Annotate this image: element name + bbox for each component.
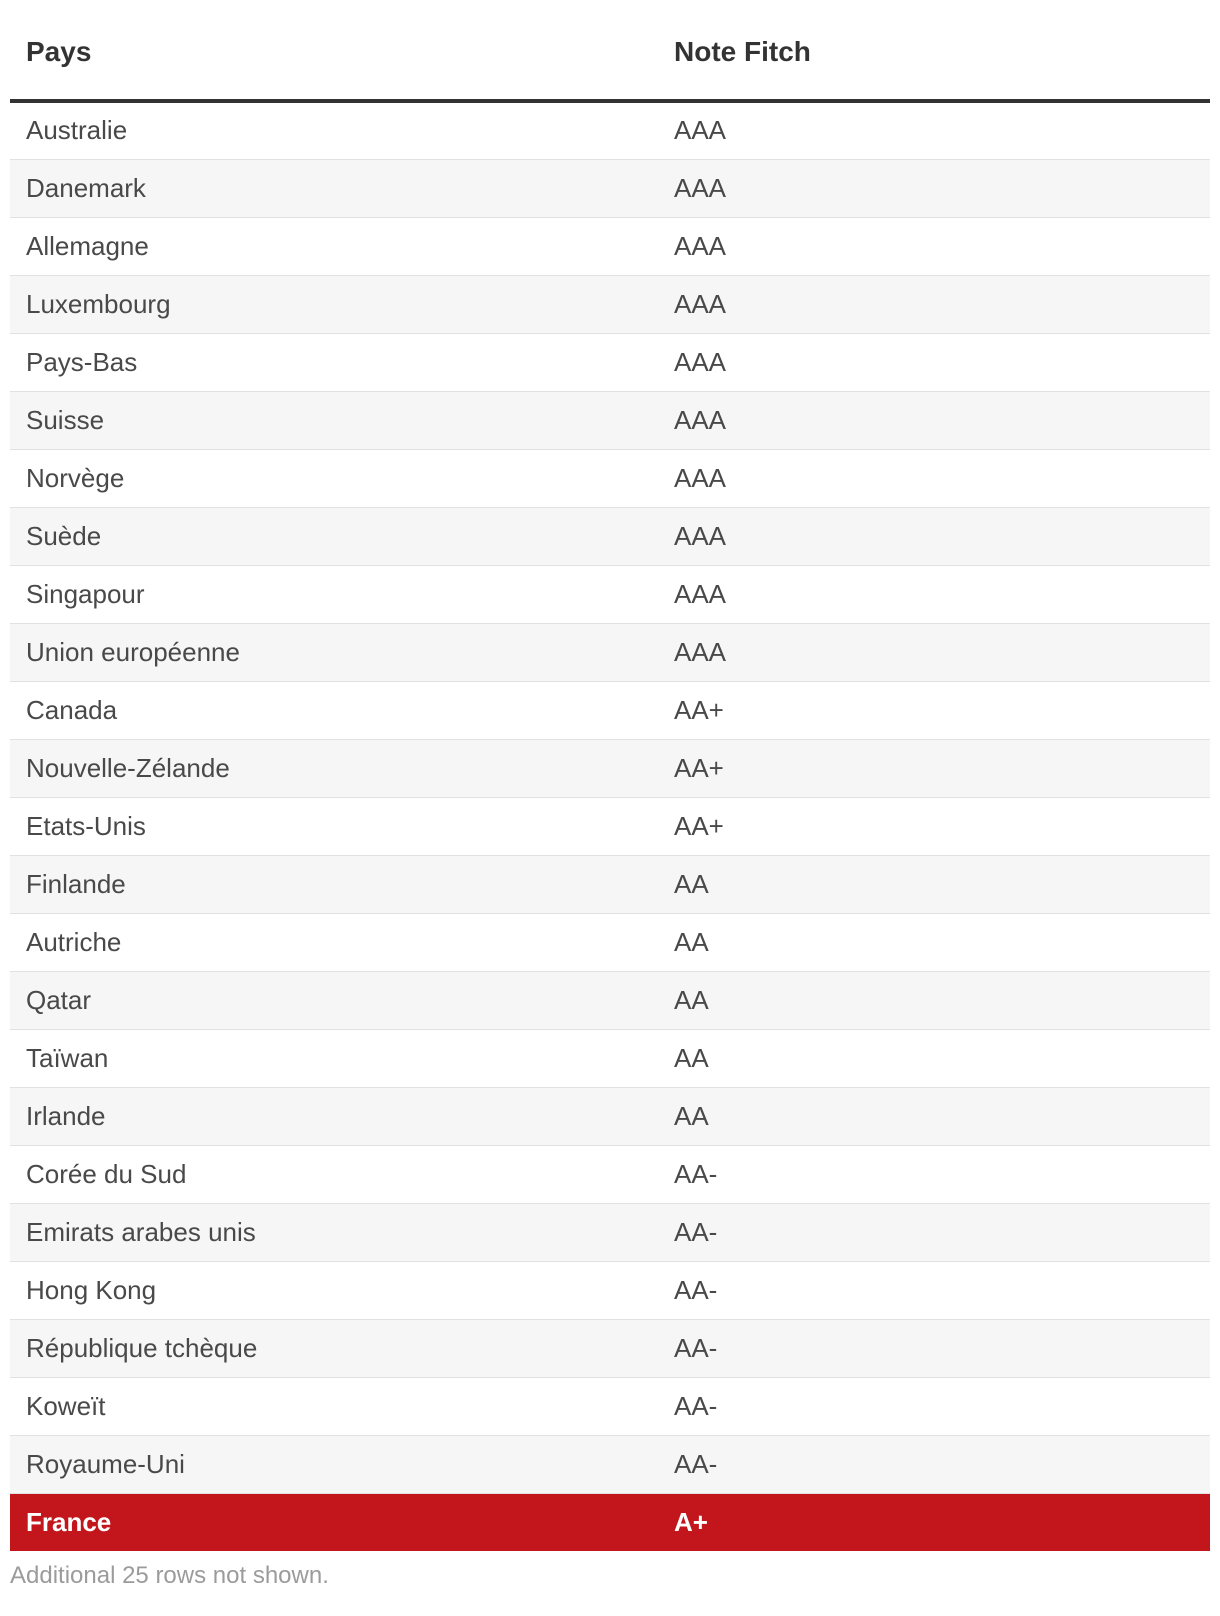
table-row: [10, 1377, 1210, 1435]
country-cell: Hong Kong: [10, 1261, 674, 1319]
country-cell: Emirats arabes unis: [10, 1203, 674, 1261]
table-row: [10, 101, 1210, 159]
country-cell: France: [10, 1493, 674, 1551]
rating-cell: AAA: [674, 217, 1210, 275]
table-row: [10, 739, 1210, 797]
country-cell: Corée du Sud: [10, 1145, 674, 1203]
country-cell: Irlande: [10, 1087, 674, 1145]
rating-cell: AA-: [674, 1319, 1210, 1377]
country-cell: Autriche: [10, 913, 674, 971]
table-row: [10, 1435, 1210, 1493]
table-header-row: [10, 0, 1210, 101]
table-row: [10, 275, 1210, 333]
country-cell: Finlande: [10, 855, 674, 913]
country-cell: Luxembourg: [10, 275, 674, 333]
rating-cell: AAA: [674, 101, 1210, 159]
table-row: [10, 1087, 1210, 1145]
rating-cell: AA+: [674, 797, 1210, 855]
table-row: [10, 971, 1210, 1029]
rating-cell: AAA: [674, 333, 1210, 391]
table-row: [10, 1203, 1210, 1261]
table-row: [10, 1319, 1210, 1377]
country-cell: Union européenne: [10, 623, 674, 681]
rating-cell: AAA: [674, 565, 1210, 623]
table-row-highlighted: [10, 1493, 1210, 1551]
rating-cell: AA+: [674, 739, 1210, 797]
rating-cell: AA: [674, 913, 1210, 971]
rating-cell: AA: [674, 855, 1210, 913]
rating-cell: AAA: [674, 507, 1210, 565]
rating-cell: AA-: [674, 1435, 1210, 1493]
rating-cell: AA: [674, 1087, 1210, 1145]
country-cell: Allemagne: [10, 217, 674, 275]
country-cell: Singapour: [10, 565, 674, 623]
rating-cell: AAA: [674, 275, 1210, 333]
rating-cell: AA: [674, 971, 1210, 1029]
rating-cell: AAA: [674, 623, 1210, 681]
rating-cell: A+: [674, 1493, 1210, 1551]
column-header-rating[interactable]: Note Fitch: [674, 0, 1210, 101]
rating-cell: AA-: [674, 1377, 1210, 1435]
country-cell: Suisse: [10, 391, 674, 449]
rating-cell: AAA: [674, 391, 1210, 449]
rating-cell: AA-: [674, 1145, 1210, 1203]
table-row: [10, 507, 1210, 565]
table-row: [10, 217, 1210, 275]
table-row: [10, 1145, 1210, 1203]
table-row: [10, 623, 1210, 681]
table-row: [10, 913, 1210, 971]
table-row: [10, 797, 1210, 855]
country-cell: Qatar: [10, 971, 674, 1029]
country-cell: République tchèque: [10, 1319, 674, 1377]
column-header-country[interactable]: Pays: [10, 0, 674, 101]
ratings-table-container: [10, 0, 1210, 1551]
rating-cell: AA-: [674, 1261, 1210, 1319]
rating-cell: AA-: [674, 1203, 1210, 1261]
table-row: [10, 1261, 1210, 1319]
table-row: [10, 681, 1210, 739]
table-body: [10, 101, 1210, 1551]
rating-cell: AAA: [674, 449, 1210, 507]
table-row: [10, 855, 1210, 913]
table-row: [10, 333, 1210, 391]
country-cell: Canada: [10, 681, 674, 739]
country-cell: Taïwan: [10, 1029, 674, 1087]
country-cell: Pays-Bas: [10, 333, 674, 391]
country-cell: Australie: [10, 101, 674, 159]
country-cell: Etats-Unis: [10, 797, 674, 855]
ratings-table: [10, 0, 1210, 1551]
table-row: [10, 449, 1210, 507]
rating-cell: AA: [674, 1029, 1210, 1087]
table-row: [10, 565, 1210, 623]
rating-cell: AAA: [674, 159, 1210, 217]
country-cell: Norvège: [10, 449, 674, 507]
table-footnote: Additional 25 rows not shown.: [10, 1562, 329, 1589]
rating-cell: AA+: [674, 681, 1210, 739]
table-row: [10, 159, 1210, 217]
table-row: [10, 1029, 1210, 1087]
country-cell: Nouvelle-Zélande: [10, 739, 674, 797]
country-cell: Royaume-Uni: [10, 1435, 674, 1493]
country-cell: Suède: [10, 507, 674, 565]
country-cell: Danemark: [10, 159, 674, 217]
country-cell: Koweït: [10, 1377, 674, 1435]
table-row: [10, 391, 1210, 449]
